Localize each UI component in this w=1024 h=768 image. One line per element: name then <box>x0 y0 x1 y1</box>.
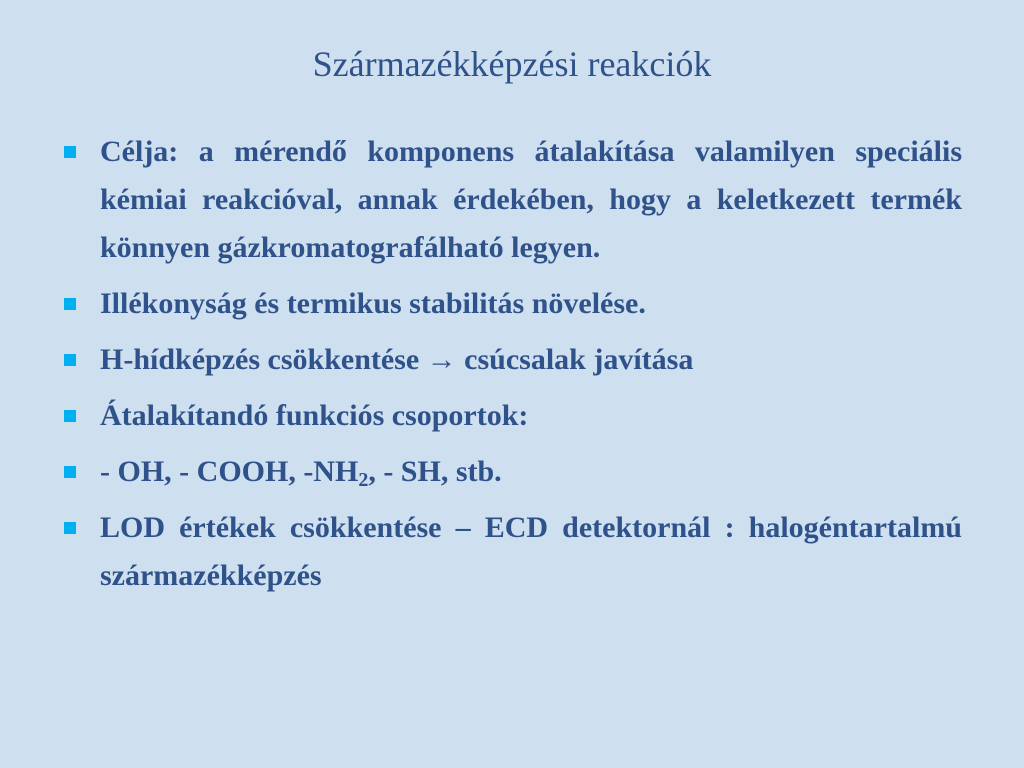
bullet-item-volatility <box>62 280 962 328</box>
bullet-text-before: - OH, - COOH, -NH <box>100 455 359 488</box>
subscript: 2 <box>358 469 369 491</box>
bullet-item-groups-list <box>62 448 962 496</box>
square-bullet-icon <box>64 146 76 158</box>
bullet-item-h-bond <box>62 336 962 384</box>
square-bullet-icon <box>64 354 76 366</box>
square-bullet-icon <box>64 466 76 478</box>
square-bullet-icon <box>64 298 76 310</box>
slide-title: Származékképzési reakciók <box>312 44 712 84</box>
bullet-text: LOD értékek csökkentése – ECD detektornál : halogéntartalmú származékképzés <box>100 511 962 592</box>
bullet-item-functional-groups <box>62 392 962 440</box>
bullet-text: H-hídképzés csökkentése → csúcsalak javítása <box>100 343 694 376</box>
bullet-text: Átalakítandó funkciós csoportok: <box>100 399 529 432</box>
bullet-list <box>62 128 962 608</box>
bullet-item-lod <box>62 504 962 600</box>
square-bullet-icon <box>64 522 76 534</box>
square-bullet-icon <box>64 410 76 422</box>
bullet-item-goal <box>62 128 962 272</box>
bullet-text-after: , - SH, stb. <box>368 455 502 488</box>
bullet-text: Célja: a mérendő komponens átalakítása valamilyen speciális kémiai reakcióval, annak érdekében, hogy a keletkezett termék könnyen gázkromatografálható legyen. <box>100 135 962 264</box>
bullet-text: Illékonyság és termikus stabilitás növelése. <box>100 287 646 320</box>
